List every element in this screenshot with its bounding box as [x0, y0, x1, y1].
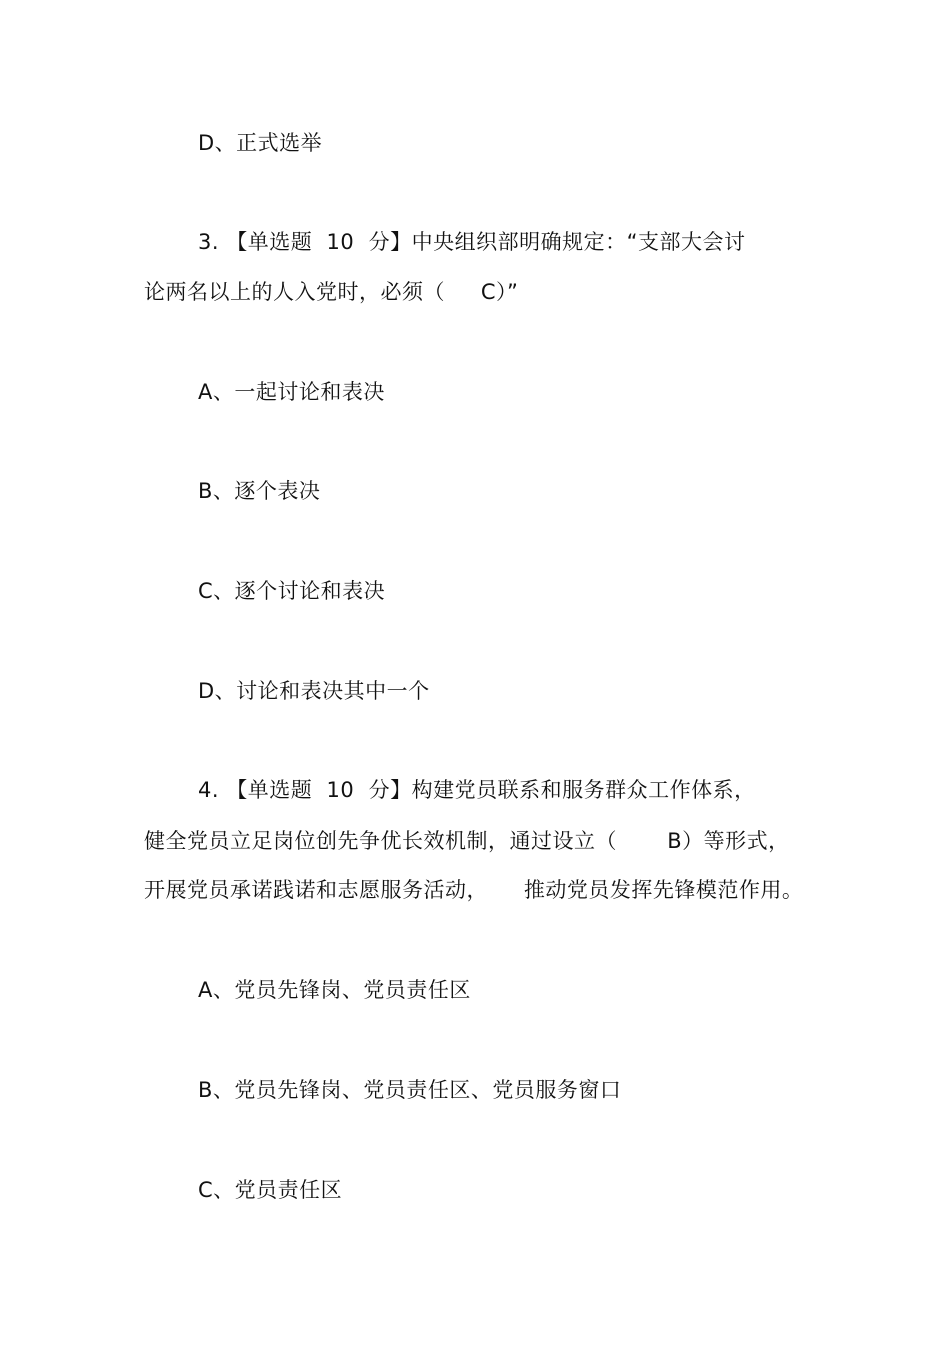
q4-question-line-1: 4. 【单选题 10 分】构建党员联系和服务群众工作体系， [198, 778, 756, 802]
q3-option-b: B、逐个表决 [198, 479, 321, 503]
q4-option-a: A、党员先锋岗、党员责任区 [198, 978, 471, 1002]
q4-option-b: B、党员先锋岗、党员责任区、党员服务窗口 [198, 1078, 622, 1102]
q3-option-a: A、一起讨论和表决 [198, 380, 385, 404]
q3-option-c: C、逐个讨论和表决 [198, 579, 386, 603]
q4-question-line-2: 健全党员立足岗位创先争优长效机制，通过设立（ B）等形式， [144, 829, 790, 853]
q3-question-line-1: 3. 【单选题 10 分】中央组织部明确规定：“支部大会讨 [198, 230, 746, 254]
q3-question-line-2: 论两名以上的人入党时，必须（ C）” [144, 280, 519, 304]
q4-question-line-3: 开展党员承诺践诺和志愿服务活动， 推动党员发挥先锋模范作用。 [144, 878, 804, 902]
q3-option-d: D、讨论和表决其中一个 [198, 679, 430, 703]
q2-option-d: D、正式选举 [198, 131, 323, 155]
q4-option-c: C、党员责任区 [198, 1178, 343, 1202]
